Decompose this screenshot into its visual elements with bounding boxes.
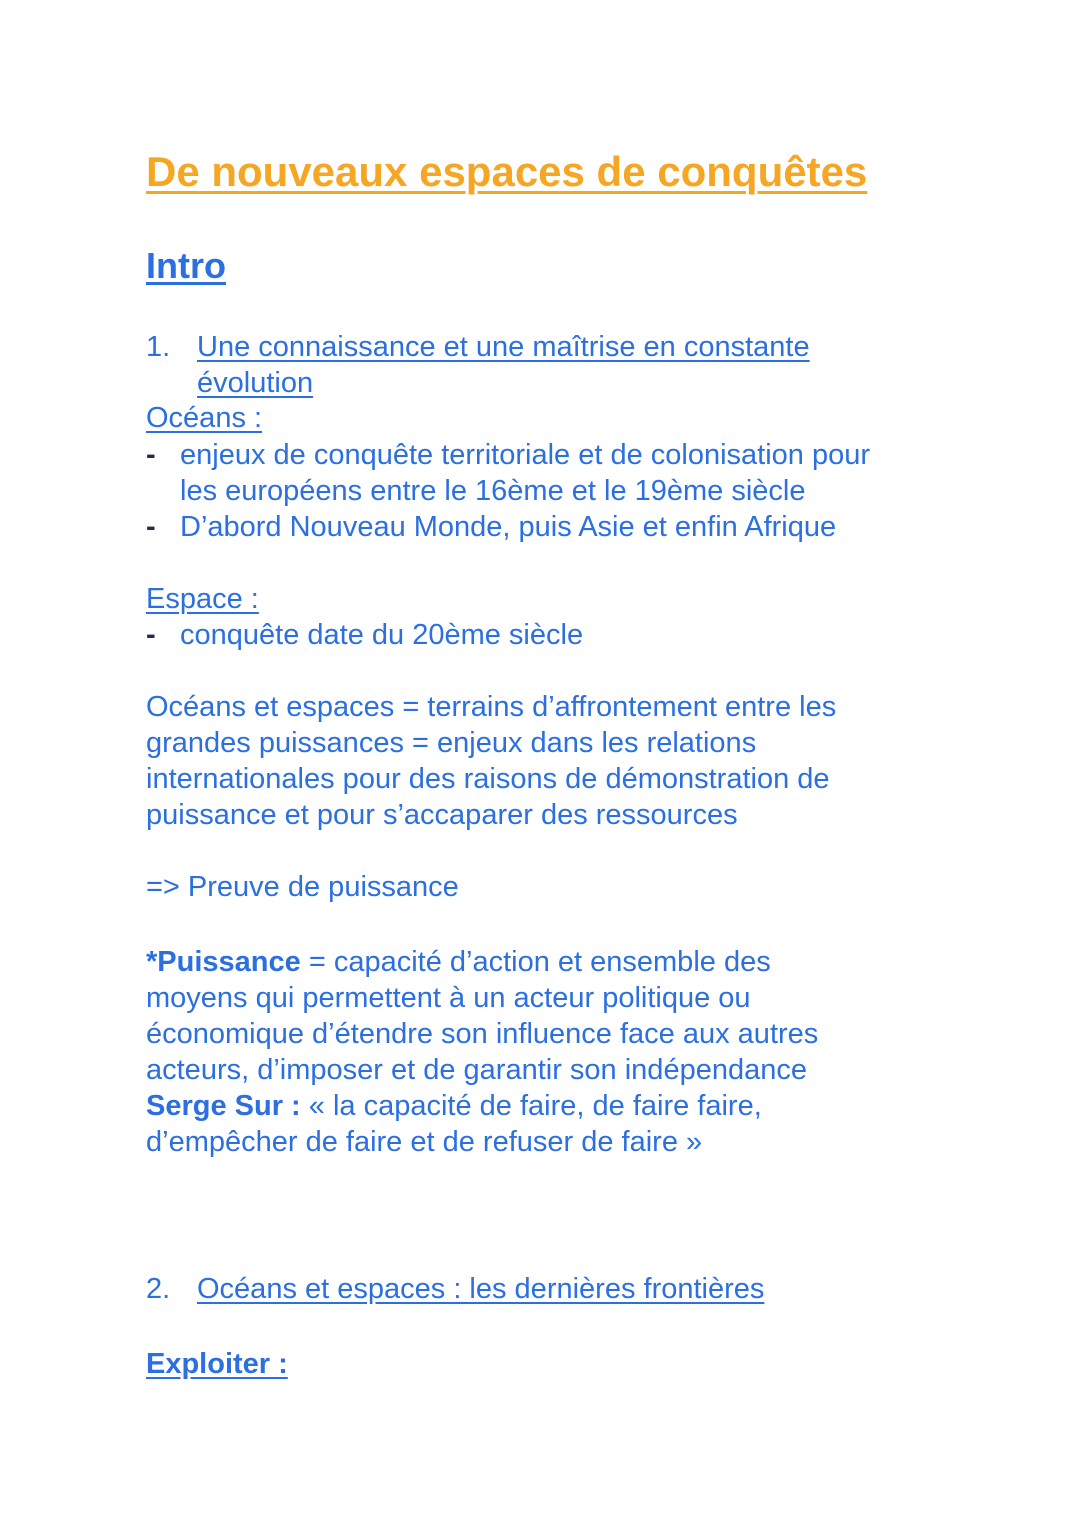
bullet-text-line1: conquête date du 20ème siècle [180, 619, 584, 651]
preuve-line: => Preuve de puissance [146, 871, 459, 903]
intro-heading: Intro [146, 245, 226, 286]
definition-term: *Puissance [146, 946, 301, 978]
document-title: De nouveaux espaces de conquêtes [146, 148, 868, 195]
espace-label: Espace : [146, 583, 259, 615]
section-2-number: 2. [146, 1273, 171, 1305]
dash-bullet: - [146, 439, 156, 471]
bullet-text-line1: enjeux de conquête territoriale et de colonisation pour [180, 439, 871, 471]
quote-author: Serge Sur : [146, 1090, 301, 1122]
dash-bullet: - [146, 511, 156, 543]
list-item [146, 617, 966, 653]
section-1-title-line2: évolution [197, 367, 314, 399]
section-1-title-line1: Une connaissance et une maîtrise en constante [197, 331, 810, 363]
section-2-heading [146, 1271, 897, 1307]
oceans-bullet-list [146, 437, 966, 545]
section-1-title [197, 329, 897, 401]
section-1-number: 1. [146, 331, 171, 363]
list-item [146, 437, 966, 509]
section-1-heading [146, 329, 897, 401]
bullet-text-line2: les européens entre le 16ème et le 19ème siècle [180, 475, 806, 507]
oceans-espaces-paragraph: Océans et espaces = terrains d’affrontement entre les grandes puissances = enjeux dans les relations internationales pour des raisons de démonstration de puissance et pour s’accaparer des ressources [146, 691, 837, 831]
exploiter-heading: Exploiter : [146, 1348, 288, 1380]
list-item [146, 509, 966, 545]
bullet-text-line1: D’abord Nouveau Monde, puis Asie et enfin Afrique [180, 511, 837, 543]
dash-bullet: - [146, 619, 156, 651]
section-2-title: Océans et espaces : les dernières frontières [197, 1273, 765, 1305]
oceans-label: Océans : [146, 402, 263, 434]
espace-bullet-list [146, 617, 966, 653]
puissance-definition: *Puissance = capacité d’action et ensemble des moyens qui permettent à un acteur politique ou économique d’étendre son influence face aux autres acteurs, d’imposer et de garantir son indépendance Serge Sur : « la capacité de faire, de faire faire, d’empêcher de faire et de refuser de faire » [146, 946, 819, 1158]
